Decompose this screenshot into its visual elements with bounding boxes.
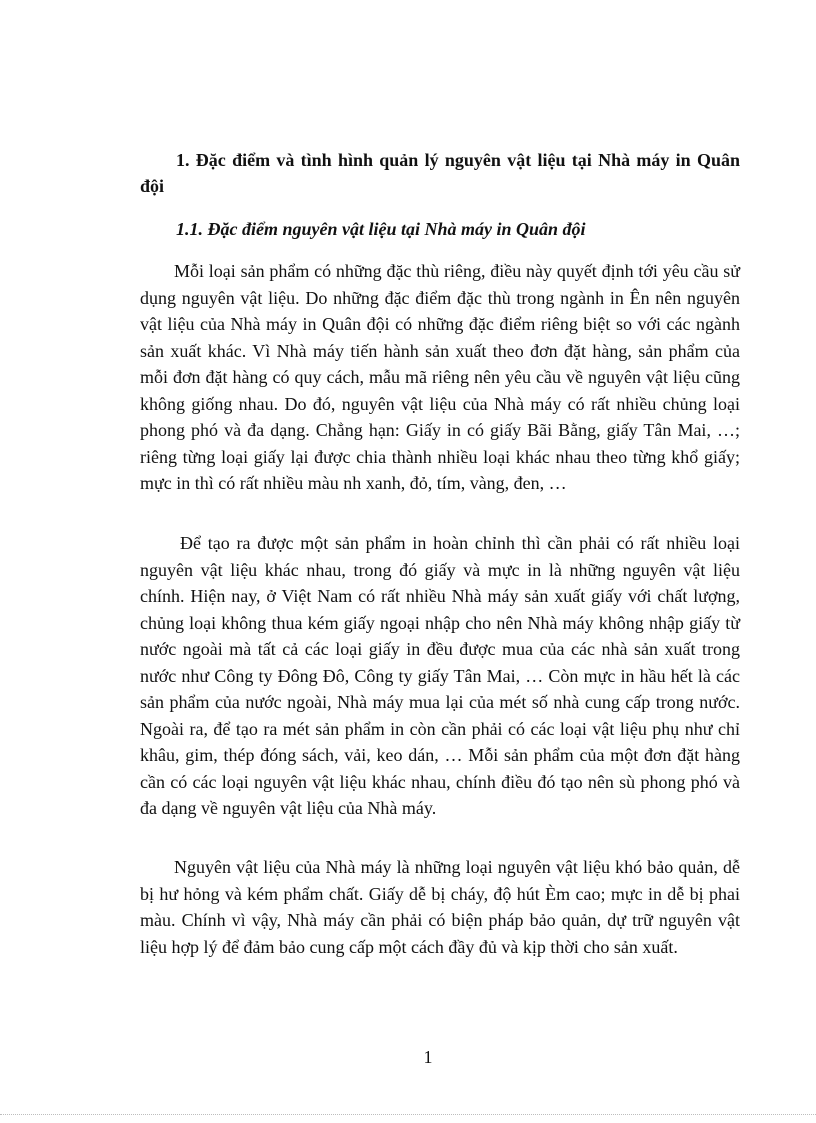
page-bottom-divider: [0, 1114, 816, 1115]
paragraph-2: Để tạo ra được một sản phẩm in hoàn chỉnh thì cần phải có rất nhiều loại nguyên vật liệu khác nhau, trong đó giấy và mực in là những nguyên vật liệu chính. Hiện nay, ở Việt Nam có rất nhiều Nhà máy sản xuất giấy với chất lượng, chủng loại không thua kém giấy ngoại nhập cho nên Nhà máy không nhập giấy từ nước ngoài mà tất cả các loại giấy in đều được mua của các nhà sản xuất trong nước như Công ty Đông Đô, Công ty giấy Tân Mai, … Còn mực in hầu hết là các sản phẩm của nước ngoài, Nhà máy mua lại của mét số nhà cung cấp trong nước. Ngoài ra, để tạo ra mét sản phẩm in còn cần phải có các loại vật liệu phụ như chỉ khâu, gim, thép đóng sách, vải, keo dán, … Mỗi sản phẩm của một đơn đặt hàng cần có các loại nguyên vật liệu khác nhau, chính điều đó tạo nên sù phong phó và đa dạng về nguyên vật liệu của Nhà máy.: [140, 533, 740, 818]
section-heading: 1. Đặc điểm và tình hình quản lý nguyên vật liệu tại Nhà máy in Quân đội: [140, 150, 740, 196]
paragraph-1: Mỗi loại sản phẩm có những đặc thù riêng, điều này quyết định tới yêu cầu sử dụng nguyên vật liệu. Do những đặc điểm đặc thù trong ngành in Ên nên nguyên vật liệu của Nhà máy in Quân đội có những đặc điểm riêng biệt so với các ngành sản xuất khác. Vì Nhà máy tiến hành sản xuất theo đơn đặt hàng, sản phẩm của mỗi đơn đặt hàng có quy cách, mẫu mã riêng nên yêu cầu về nguyên vật liệu cũng không giống nhau. Do đó, nguyên vật liệu của Nhà máy có rất nhiều chủng loại phong phó và đa dạng. Chẳng hạn: Giấy in có giấy Bãi Bằng, giấy Tân Mai, …; riêng từng loại giấy lại được chia thành nhiều loại khác nhau theo từng khổ giấy; mực in thì có rất nhiều màu nh xanh, đỏ, tím, vàng, đen, …: [140, 261, 740, 493]
paragraph-3: Nguyên vật liệu của Nhà máy là những loại nguyên vật liệu khó bảo quản, dễ bị hư hỏng và kém phẩm chất. Giấy dễ bị cháy, độ hút Èm cao; mực in dễ bị phai màu. Chính vì vậy, Nhà máy cần phải có biện pháp bảo quản, dự trữ nguyên vật liệu hợp lý để đảm bảo cung cấp một cách đầy đủ và kịp thời cho sản xuất.: [140, 857, 740, 957]
page-number: 1: [423, 1047, 433, 1067]
subsection-heading: 1.1. Đặc điểm nguyên vật liệu tại Nhà máy in Quân đội: [176, 219, 586, 239]
